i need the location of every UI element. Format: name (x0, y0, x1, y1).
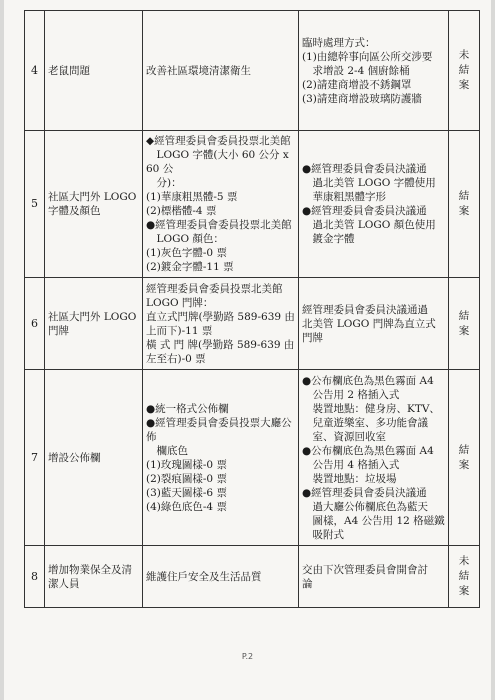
resolution-line: ●經管理委員會委員決議通 (302, 205, 427, 217)
resolution-line: ●公布欄底色為黑色霧面 A4 (302, 374, 434, 387)
issue-cell: 社區大門外 LOGO 字體及顏色 (45, 131, 143, 278)
resolution-cell (299, 131, 449, 278)
resolution-line: (3)請建商增設玻璃防護牆 (302, 92, 422, 105)
proposal-line: ●經管理委員會委員投票北美館 (146, 219, 292, 231)
proposal-line: ◆經管理委員會委員投票北美館 (146, 135, 291, 147)
minutes-table (24, 10, 480, 608)
proposal-line: 維護住戶安全及生活品質 (146, 570, 262, 583)
proposal-line: LOGO 顏色： (146, 233, 224, 245)
resolution-line: 交由下次管理委員會開會討 (302, 563, 428, 576)
proposal-line: LOGO 門牌： (146, 296, 214, 309)
table-row (25, 131, 480, 278)
status-char: 結 (458, 64, 470, 76)
resolution-line: 圖樣，A4 公告用 12 格磁鐵 (302, 514, 445, 527)
issue-cell: 增加物業保全及清潔人員 (45, 546, 143, 608)
resolution-line: ●經管理委員會委員決議通 (302, 486, 427, 499)
proposal-line: (1)灰色字體-0 票 (146, 247, 227, 259)
status-cell (449, 131, 480, 278)
status-cell (449, 546, 480, 608)
resolution-line: (1)由總幹事向區公所交涉要 (302, 50, 433, 63)
resolution-line: 鍍金字體 (302, 233, 355, 245)
status-char: 結 (458, 570, 470, 582)
proposal-line: ●經管理委員會委員投票大廳公佈 (146, 416, 292, 443)
proposal-line: (4)綠色底色-4 票 (146, 500, 227, 513)
proposal-cell (143, 131, 299, 278)
status-cell (449, 370, 480, 546)
resolution-line: 吸附式 (302, 528, 344, 541)
resolution-line: 室、資源回收室 (302, 430, 386, 443)
item-number-cell: 8 (25, 546, 45, 608)
table-row (25, 546, 480, 608)
item-number-cell: 5 (25, 131, 45, 278)
proposal-line: 上而下)-11 票 (146, 324, 213, 337)
proposal-line: (3)藍天圖樣-6 票 (146, 486, 227, 499)
status-char: 未 (458, 49, 470, 61)
resolution-line: 裝置地點：健身房、KTV、 (302, 402, 440, 415)
resolution-line: 公告用 4 格插入式 (302, 458, 400, 471)
status-char: 案 (458, 205, 470, 217)
proposal-cell (143, 370, 299, 546)
proposal-line: (2)鍍金字體-11 票 (146, 261, 234, 273)
status-char: 結 (458, 443, 470, 456)
status-char: 結 (458, 309, 470, 322)
table-row (25, 278, 480, 370)
proposal-line: 分)： (146, 177, 182, 189)
status-char: 案 (458, 324, 470, 337)
proposal-line: 左至右)-0 票 (146, 352, 206, 365)
resolution-cell (299, 278, 449, 370)
resolution-line: ●經管理委員會委員決議通 (302, 163, 427, 175)
resolution-cell (299, 11, 449, 131)
resolution-line: 北美管 LOGO 門牌為直立式 (302, 317, 436, 330)
status-char: 案 (458, 458, 470, 471)
resolution-line: 論 (302, 577, 313, 590)
page-number: P.2 (241, 652, 254, 661)
resolution-line: 華康粗黑體字形 (302, 191, 386, 203)
resolution-line: 裝置地點：垃圾場 (302, 472, 397, 485)
item-number-cell: 4 (25, 11, 45, 131)
proposal-line: 橫 式 門 牌(學勤路 589-639 由 (146, 338, 295, 351)
proposal-cell (143, 278, 299, 370)
table-row (25, 370, 480, 546)
item-number-cell: 6 (25, 278, 45, 370)
proposal-cell (143, 546, 299, 608)
item-number-cell: 7 (25, 370, 45, 546)
resolution-cell (299, 546, 449, 608)
resolution-line: 過北美管 LOGO 顏色使用 (302, 219, 436, 231)
proposal-line: 經管理委員會委員投票北美館 (146, 282, 283, 295)
issue-cell: 老鼠問題 (45, 11, 143, 131)
status-cell (449, 278, 480, 370)
resolution-line: 過北美管 LOGO 字體使用 (302, 177, 436, 189)
resolution-line: 公告用 2 格插入式 (302, 388, 400, 401)
proposal-line: 改善社區環境清潔衛生 (146, 64, 251, 77)
proposal-line: (1)華康粗黑體-5 票 (146, 191, 238, 203)
proposal-line: LOGO 字體(大小 60 公分 x60 公 (146, 149, 289, 175)
proposal-line: 欄底色 (146, 444, 188, 457)
proposal-cell (143, 11, 299, 131)
proposal-line: (1)玫瑰圖樣-0 票 (146, 458, 227, 471)
resolution-line: 兒童遊樂室、多功能會議 (302, 416, 428, 429)
proposal-line: ●統一格式公佈欄 (146, 402, 229, 415)
resolution-line: 經管理委員會委員決議通過 (302, 303, 428, 316)
table-row (25, 11, 480, 131)
proposal-line: (2)裂痕圖樣-0 票 (146, 472, 227, 485)
status-char: 案 (458, 585, 470, 597)
resolution-line: 過大廳公佈欄底色為藍天 (302, 500, 428, 513)
issue-cell: 增設公佈欄 (45, 370, 143, 546)
status-char: 結 (458, 190, 470, 202)
status-char: 未 (458, 555, 470, 567)
resolution-line: (2)請建商增設不銹鋼罩 (302, 78, 412, 91)
resolution-line: 臨時處理方式： (302, 36, 376, 49)
minutes-table-body (25, 11, 480, 608)
status-cell (449, 11, 480, 131)
proposal-line: (2)標楷體-4 票 (146, 205, 217, 217)
status-char: 案 (458, 79, 470, 91)
resolution-line: 求增設 2-4 個廚餘桶 (302, 64, 410, 77)
document-page (4, 0, 491, 700)
issue-cell: 社區大門外 LOGO 門牌 (45, 278, 143, 370)
resolution-line: 門牌 (302, 331, 323, 344)
resolution-cell (299, 370, 449, 546)
resolution-line: ●公布欄底色為黑色霧面 A4 (302, 444, 434, 457)
proposal-line: 直立式門牌(學勤路 589-639 由 (146, 310, 295, 323)
